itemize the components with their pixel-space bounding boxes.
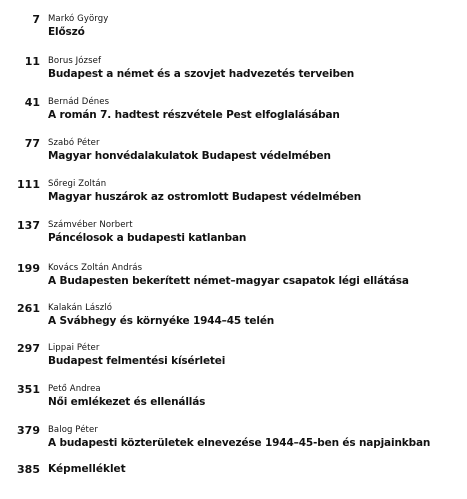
author-name: Borus József xyxy=(48,56,102,66)
page-number: 261 xyxy=(17,302,40,315)
chapter-title: Magyar huszárok az ostromlott Budapest védelmében xyxy=(48,191,362,203)
author-name: Bernád Dénes xyxy=(48,97,110,107)
author-name: Sőregi Zoltán xyxy=(48,179,107,189)
chapter-title: Páncélosok a budapesti katlanban xyxy=(48,232,247,244)
page-number: 379 xyxy=(17,424,40,437)
page-number: 111 xyxy=(17,178,40,191)
author-name: Lippai Péter xyxy=(48,343,100,353)
chapter-title: A román 7. hadtest részvétele Pest elfoglalásában xyxy=(48,109,340,121)
chapter-title: Budapest felmentési kísérletei xyxy=(48,355,226,367)
page-number: 351 xyxy=(17,383,40,396)
chapter-title: A budapesti közterületek elnevezése 1944–45-ben és napjainkban xyxy=(48,437,431,449)
author-name: Markó György xyxy=(48,14,109,24)
chapter-title: Előszó xyxy=(48,26,85,38)
chapter-title: A Budapesten bekerített német–magyar csapatok légi ellátása xyxy=(48,275,409,287)
author-name: Balog Péter xyxy=(48,425,98,435)
author-name: Kalakán László xyxy=(48,303,113,313)
chapter-title: Budapest a német és a szovjet hadvezetés terveiben xyxy=(48,68,355,80)
page-number: 77 xyxy=(24,137,40,150)
chapter-title: Női emlékezet és ellenállás xyxy=(48,396,206,408)
author-name: Pető Andrea xyxy=(48,384,101,394)
author-name: Kovács Zoltán András xyxy=(48,263,143,273)
page-number: 7 xyxy=(32,13,40,26)
author-name: Számvéber Norbert xyxy=(48,220,133,230)
page-number: 11 xyxy=(24,55,40,68)
page-number: 41 xyxy=(24,96,40,109)
chapter-title: A Svábhegy és környéke 1944–45 telén xyxy=(48,315,275,327)
page-number: 199 xyxy=(17,262,40,275)
page-number: 385 xyxy=(17,463,40,476)
chapter-title: Magyar honvédalakulatok Budapest védelmében xyxy=(48,150,331,162)
chapter-title: Képmelléklet xyxy=(48,463,126,475)
page-number: 137 xyxy=(17,219,40,232)
author-name: Szabó Péter xyxy=(48,138,100,148)
page-number: 297 xyxy=(17,342,40,355)
